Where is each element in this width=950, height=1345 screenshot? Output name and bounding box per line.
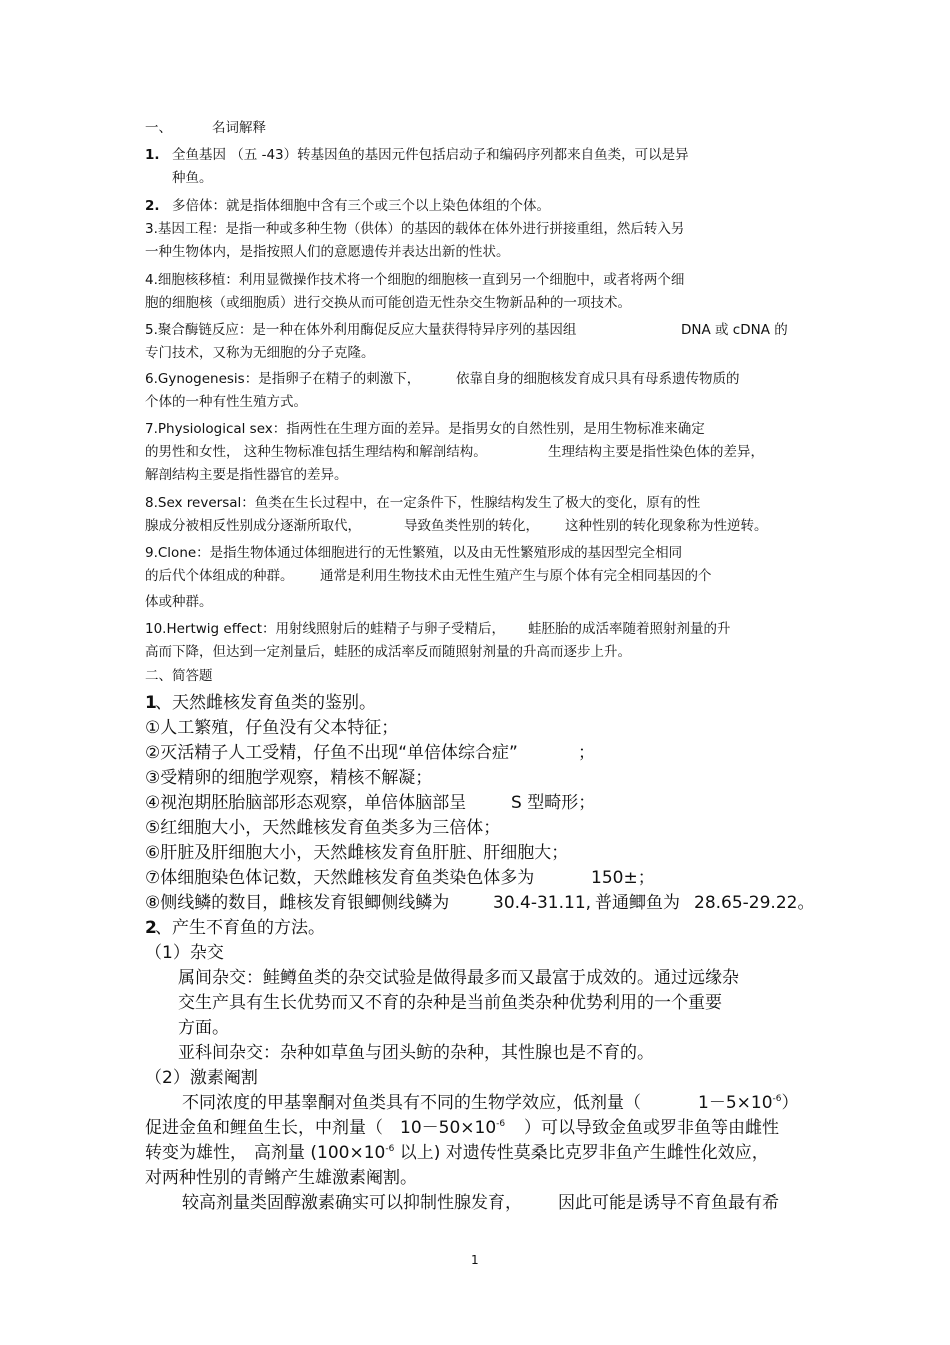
item7-line2a: 的男性和女性， 这种生物标准包括生理结构和解剖结构。 xyxy=(145,444,487,460)
item8-line2b: 导致鱼类性别的转化， xyxy=(404,518,539,534)
item5-line1a: 5.聚合酶链反应：是一种在体外利用酶促反应大量获得特异序列的基因组 xyxy=(145,322,577,338)
item8-line2a: 腺成分被相反性别成分逐渐所取代， xyxy=(145,518,361,534)
q2-p3-line2c: ）可以导致金鱼或罗非鱼等由雌性 xyxy=(524,1118,779,1138)
q2-p3-mid-dose: $10-50\times 10^{-6}$ xyxy=(400,1118,506,1138)
item9-line3: 体或种群。 xyxy=(145,594,213,610)
q1-point-7: ⑦体细胞染色体记数，天然雌核发育鱼类染色体多为 xyxy=(145,868,535,888)
item8-line1: 8.Sex reversal：鱼类在生长过程中，在一定条件下，性腺结构发生了极大的变化，原有的性 xyxy=(145,495,701,511)
q2-p3-high-dose: 高剂量 ($100\times 10^{-6}$ 以上) 对遗传性莫桑比克罗非鱼产生雌性化效应， xyxy=(254,1143,769,1163)
item1-line2: 种鱼。 xyxy=(172,170,213,186)
q1-point-8: ⑧侧线鳞的数目，雌核发育银鲫侧线鳞为 xyxy=(145,893,450,913)
section1-number: 一、 xyxy=(145,120,172,136)
q1-point-2: ②灭活精子人工受精，仔鱼不出现“单倍体综合症” xyxy=(145,743,518,763)
item7-line2b: 生理结构主要是指性染色体的差异， xyxy=(548,444,764,460)
q1-point-6: ⑥肝脏及肝细胞大小，天然雌核发育鱼肝脏、肝细胞大； xyxy=(145,843,569,863)
item10-line1a: 10.Hertwig effect：用射线照射后的蛙精子与卵子受精后， xyxy=(145,621,506,637)
q1-point-7-end: 150±； xyxy=(591,868,655,888)
item6-line1a: 6.Gynogenesis：是指卵子在精子的刺激下， xyxy=(145,371,421,387)
item9-line1: 9.Clone：是指生物体通过体细胞进行的无性繁殖，以及由无性繁殖形成的基因型完全相同 xyxy=(145,545,683,561)
q2-p3-low-dose: $1-5\times 10^{-6}$） xyxy=(698,1093,799,1113)
q1-point-4: ④视泡期胚胎脑部形态观察，单倍体脑部呈 xyxy=(145,793,467,813)
item6-line2: 个体的一种有性生殖方式。 xyxy=(145,394,307,410)
item6-line1b: 依靠自身的细胞核发育成只具有母系遗传物质的 xyxy=(456,371,740,387)
q1-point-8-range2: 28.65-29.22。 xyxy=(694,893,815,913)
item2-line1: 多倍体：就是指体细胞中含有三个或三个以上染色体组的个体。 xyxy=(172,198,550,214)
item5-line2: 专门技术，又称为无细胞的分子克隆。 xyxy=(145,345,375,361)
q2-number: 2 xyxy=(145,918,157,938)
item3-line1: 3.基因工程：是指一种或多种生物（供体）的基因的载体在体外进行拼接重组，然后转入另 xyxy=(145,221,685,237)
q1-point-5: ⑤红细胞大小，天然雌核发育鱼类多为三倍体； xyxy=(145,818,501,838)
q2-p1-line3: 方面。 xyxy=(178,1018,229,1038)
q2-p3-line1a: 不同浓度的甲基睾酮对鱼类具有不同的生物学效应，低剂量（ xyxy=(182,1093,641,1113)
item10-line1b: 蛙胚胎的成活率随着照射剂量的升 xyxy=(528,621,731,637)
item4-line2: 胞的细胞核（或细胞质）进行交换从而可能创造无性杂交生物新品种的一项技术。 xyxy=(145,295,631,311)
q2-p3-line3a: 转变为雄性， xyxy=(145,1143,247,1163)
q2-p3-line4: 对两种性别的青鳉产生雄激素阉割。 xyxy=(145,1168,417,1188)
item4-line1: 4.细胞核移植：利用显微操作技术将一个细胞的细胞核一直到另一个细胞中，或者将两个细 xyxy=(145,272,685,288)
q2-p4-line1a: 较高剂量类固醇激素确实可以抑制性腺发育， xyxy=(182,1193,522,1213)
section1-title: 名词解释 xyxy=(212,120,266,136)
item1-line1: 全鱼基因 （五 -43）转基因鱼的基因元件包括启动子和编码序列都来自鱼类，可以是异 xyxy=(172,147,689,163)
q2-sub1: （1）杂交 xyxy=(145,943,224,963)
item8-line2c: 这种性别的转化现象称为性逆转。 xyxy=(565,518,768,534)
q1-number: 1 xyxy=(145,693,157,713)
q2-p1-line1: 属间杂交：鲑鳟鱼类的杂交试验是做得最多而又最富于成效的。通过远缘杂 xyxy=(178,968,739,988)
q2-title: 、产生不育鱼的方法。 xyxy=(155,918,325,938)
q1-point-4-end: S 型畸形； xyxy=(511,793,596,813)
item9-line2a: 的后代个体组成的种群。 xyxy=(145,568,294,584)
item3-line2: 一种生物体内，是指按照人们的意愿遗传并表达出新的性状。 xyxy=(145,244,510,260)
item7-line1: 7.Physiological sex：指两性在生理方面的差异。是指男女的自然性别，是用生物标准来确定 xyxy=(145,421,705,437)
q2-p2: 亚科间杂交：杂种如草鱼与团头鲂的杂种，其性腺也是不育的。 xyxy=(178,1043,654,1063)
item7-line3: 解剖结构主要是指性器官的差异。 xyxy=(145,467,348,483)
item5-line1b: DNA 或 cDNA 的 xyxy=(681,322,788,338)
item1-number: 1. xyxy=(145,147,160,163)
q1-point-8-range1: 30.4-31.11, xyxy=(493,893,592,913)
q2-p1-line2: 交生产具有生长优势而又不育的杂种是当前鱼类杂种优势利用的一个重要 xyxy=(178,993,722,1013)
q1-point-1: ①人工繁殖，仔鱼没有父本特征； xyxy=(145,718,399,738)
q1-point-3: ③受精卵的细胞学观察，精核不解凝； xyxy=(145,768,433,788)
q1-point-2-end: ； xyxy=(578,743,595,763)
page-number: 1 xyxy=(471,1253,479,1267)
q1-point-8-mid: 普通鲫鱼为 xyxy=(595,893,680,913)
item10-line2: 高而下降，但达到一定剂量后，蛙胚的成活率反而随照射剂量的升高而逐步上升。 xyxy=(145,644,631,660)
q2-p3-line2a: 促进金鱼和鲤鱼生长，中剂量（ xyxy=(145,1118,383,1138)
q1-title: 、天然雌核发育鱼类的鉴别。 xyxy=(155,693,376,713)
q2-sub2: （2）激素阉割 xyxy=(145,1068,258,1088)
item2-number: 2. xyxy=(145,198,160,214)
q2-p4-line1b: 因此可能是诱导不育鱼最有希 xyxy=(558,1193,779,1213)
section2-title: 二、简答题 xyxy=(145,668,213,684)
item9-line2b: 通常是利用生物技术由无性生殖产生与原个体有完全相同基因的个 xyxy=(320,568,712,584)
